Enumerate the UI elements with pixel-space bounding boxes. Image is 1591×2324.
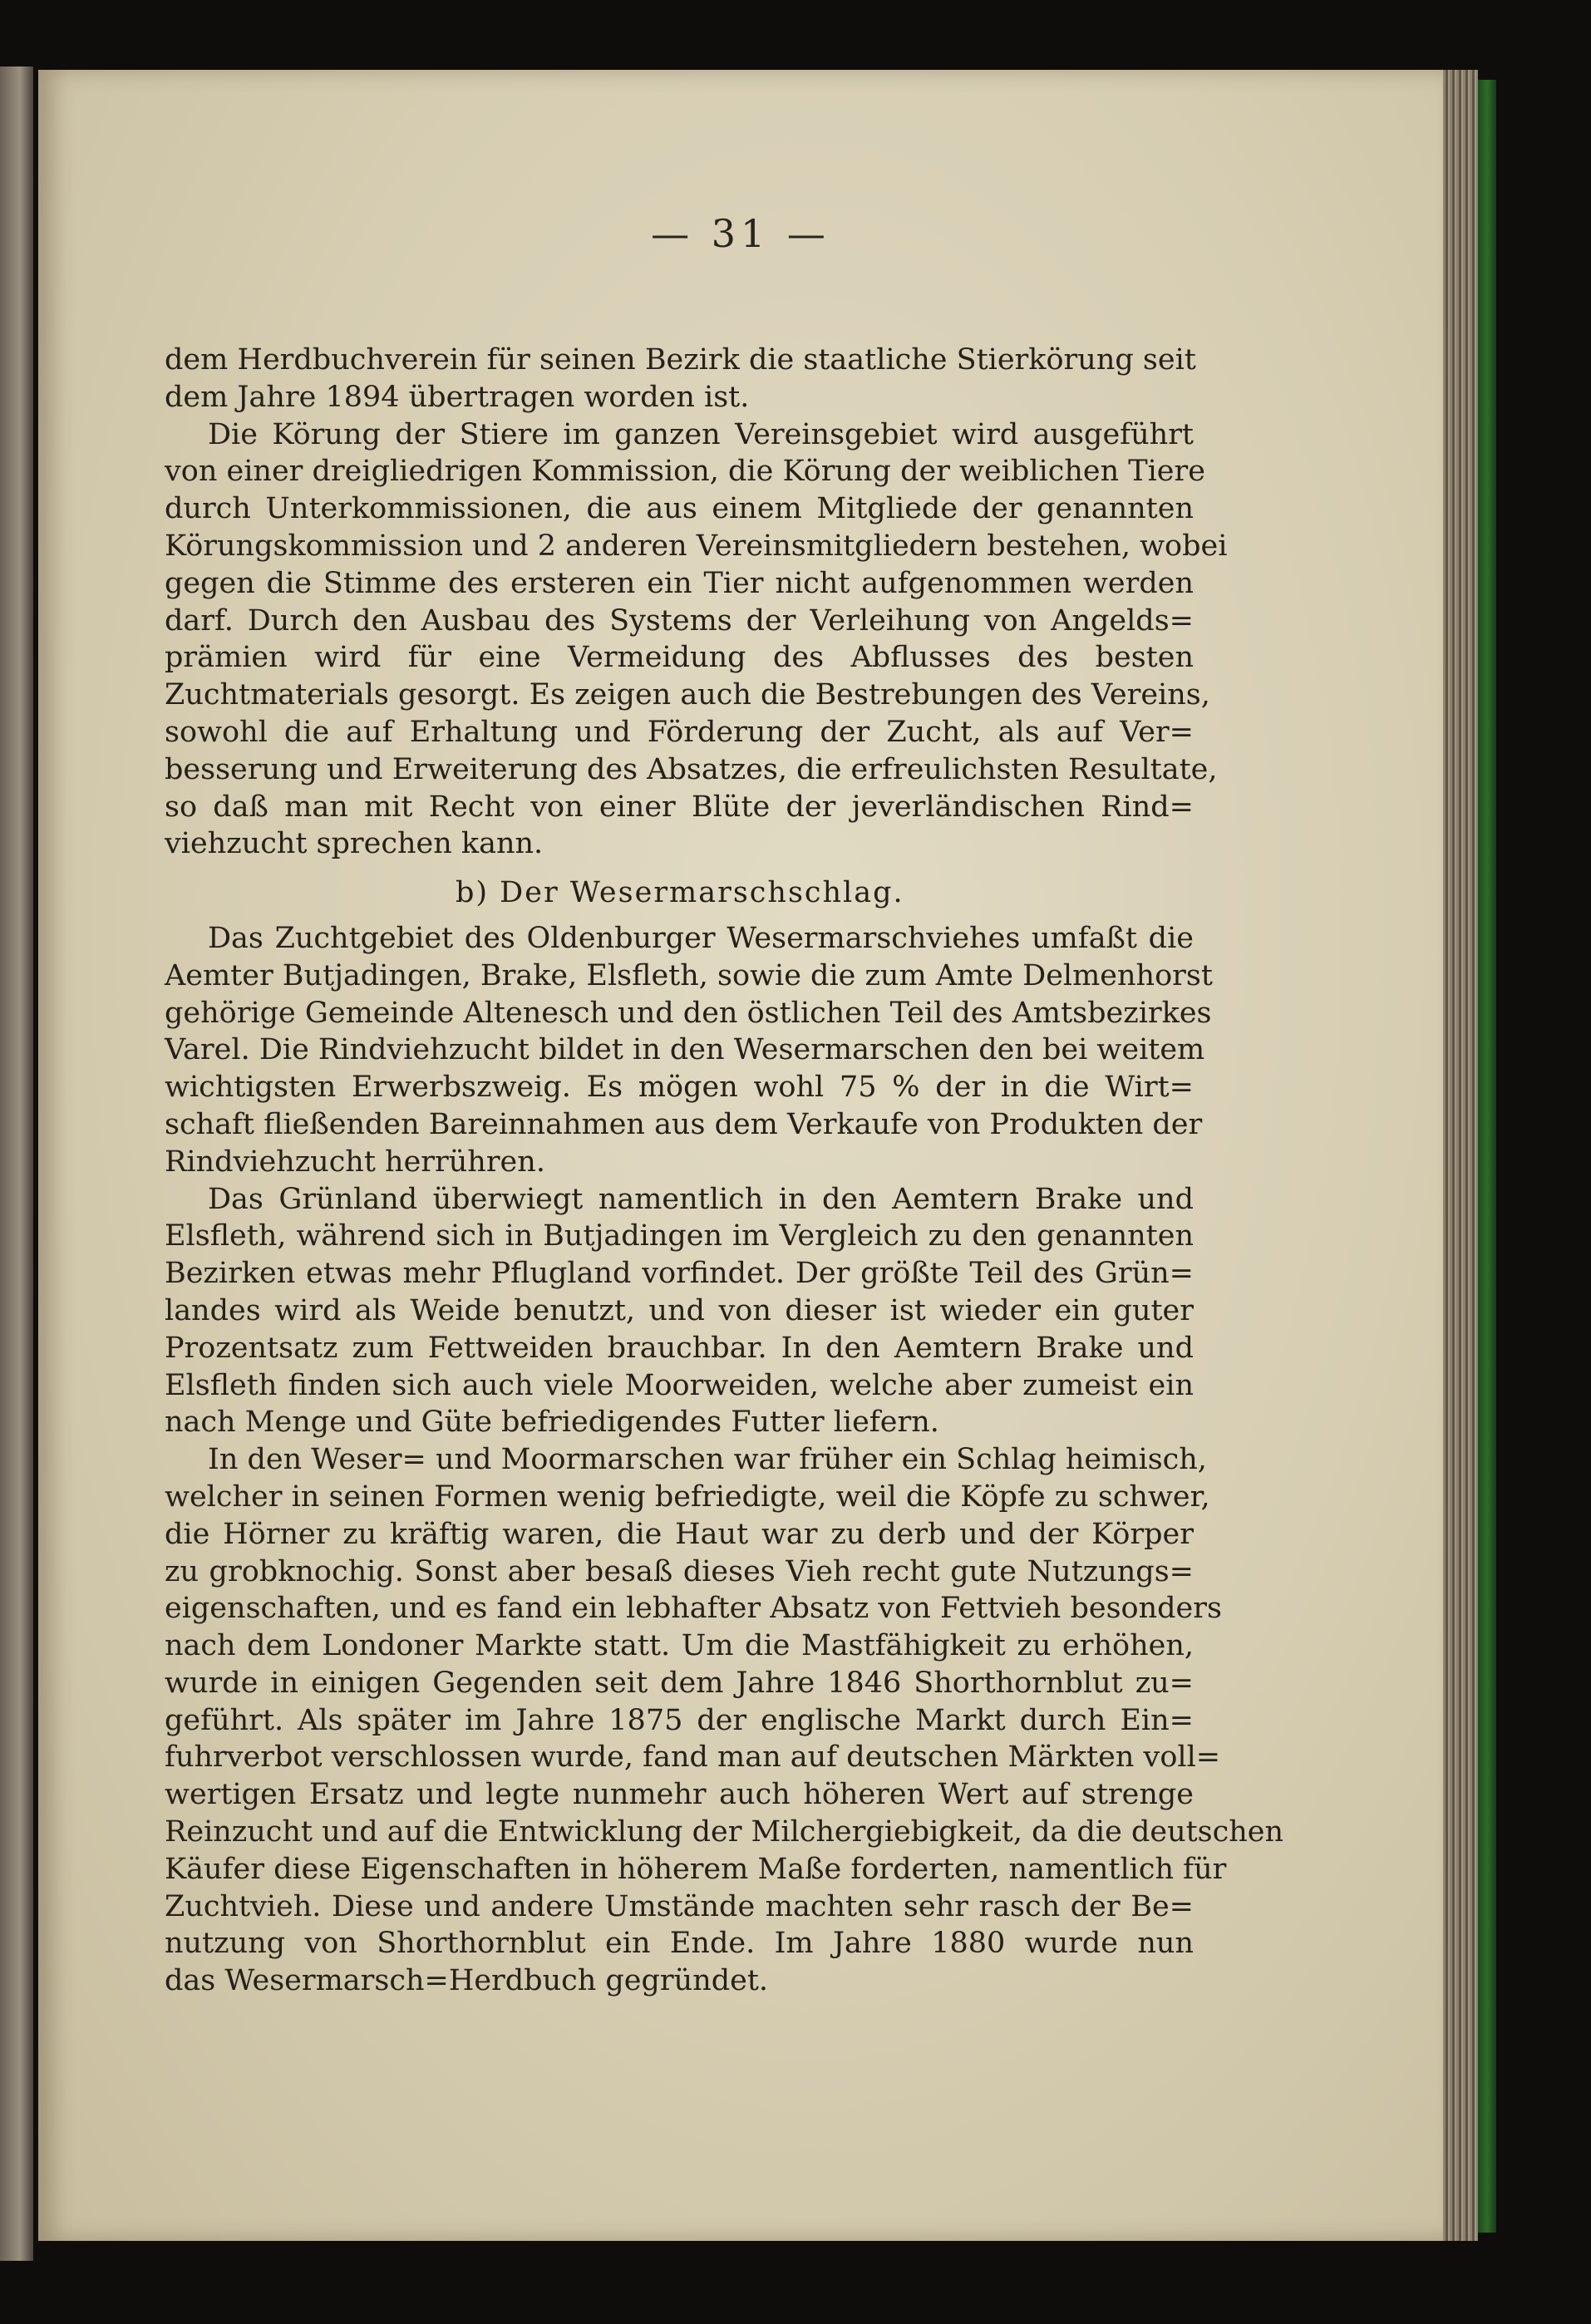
text-line: Das Zuchtgebiet des Oldenburger Wesermarschviehes umfaßt die	[208, 921, 1194, 955]
paragraph-5	[165, 1441, 1284, 2000]
text-line: Aemter Butjadingen, Brake, Elsfleth, sowie die zum Amte Delmenhorst	[165, 958, 1213, 992]
adjacent-page-edge	[0, 66, 33, 2261]
text-line: dem Jahre 1894 übertragen worden ist.	[165, 380, 750, 414]
text-line: so daß man mit Recht von einer Blüte der jeverländischen Rind=	[165, 790, 1194, 824]
paragraph-3	[165, 920, 1213, 1181]
text-line: das Wesermarsch=Herdbuch gegründet.	[165, 1964, 769, 1998]
text-line: Zuchtmaterials gesorgt. Es zeigen auch die Bestrebungen des Vereins,	[165, 678, 1210, 712]
page-body	[165, 342, 1284, 2000]
text-line: wurde in einigen Gegenden seit dem Jahre 1846 Shorthornblut zu=	[165, 1666, 1194, 1700]
text-line: die Hörner zu kräftig waren, die Haut war zu derb und der Körper	[165, 1517, 1194, 1551]
text-line: nutzung von Shorthornblut ein Ende. Im Jahre 1880 wurde nun	[165, 1927, 1194, 1961]
text-line: Körungskommission und 2 anderen Vereinsmitgliedern bestehen, wobei	[165, 529, 1228, 563]
text-line: geführt. Als später im Jahre 1875 der englische Markt durch Ein=	[165, 1703, 1194, 1737]
text-line: Varel. Die Rindviehzucht bildet in den Wesermarschen den bei weitem	[165, 1033, 1205, 1067]
text-line: schaft fließenden Bareinnahmen aus dem Verkaufe von Produkten der	[165, 1107, 1203, 1141]
paragraph-1	[165, 342, 1194, 416]
text-line: Zuchtvieh. Diese und andere Umstände machten sehr rasch der Be=	[165, 1889, 1194, 1923]
text-line: nach dem Londoner Markte statt. Um die Mastfähigkeit zu erhöhen,	[165, 1629, 1194, 1663]
text-line: gegen die Stimme des ersteren ein Tier nicht aufgenommen werden	[165, 566, 1194, 600]
text-line: Die Körung der Stiere im ganzen Vereinsgebiet wird ausgeführt	[208, 417, 1194, 451]
text-line: durch Unterkommissionen, die aus einem Mitgliede der genannten	[165, 492, 1194, 526]
page-stack-edge	[1443, 70, 1478, 2241]
section-heading: b) Der Wesermarschschlag.	[456, 876, 904, 910]
text-line: Elsfleth, während sich in Butjadingen im Vergleich zu den genannten	[165, 1219, 1194, 1253]
text-line: Reinzucht und auf die Entwicklung der Milchergiebigkeit, da die deutschen	[165, 1815, 1284, 1849]
text-line: Elsfleth finden sich auch viele Moorweiden, welche aber zumeist ein	[165, 1368, 1194, 1402]
text-line: Bezirken etwas mehr Pflugland vorfindet. Der größte Teil des Grün=	[165, 1257, 1194, 1291]
text-line: landes wird als Weide benutzt, und von dieser ist wieder ein guter	[165, 1293, 1194, 1327]
text-line: nach Menge und Güte befriedigendes Futter liefern.	[165, 1406, 939, 1440]
text-line: fuhrverbot verschlossen wurde, fand man auf deutschen Märkten voll=	[165, 1741, 1221, 1775]
text-line: welcher in seinen Formen wenig befriedigte, weil die Köpfe zu schwer,	[165, 1480, 1210, 1514]
paragraph-4	[165, 1181, 1194, 1442]
text-line: darf. Durch den Ausbau des Systems der Verleihung von Angelds=	[165, 603, 1194, 638]
page-number: — 31 —	[651, 211, 830, 256]
text-line: von einer dreigliedrigen Kommission, die Körung der weiblichen Tiere	[165, 455, 1205, 489]
text-line: prämien wird für eine Vermeidung des Abflusses des besten	[165, 641, 1194, 675]
text-line: eigenschaften, und es fand ein lebhafter Absatz von Fettvieh besonders	[165, 1592, 1222, 1626]
text-line: viehzucht sprechen kann.	[165, 827, 544, 861]
text-line: Rindviehzucht herrühren.	[165, 1145, 545, 1179]
text-line: In den Weser= und Moormarschen war früher ein Schlag heimisch,	[208, 1443, 1207, 1477]
text-line: Käufer diese Eigenschaften in höherem Maße forderten, namentlich für	[165, 1852, 1227, 1886]
text-line: sowohl die auf Erhaltung und Förderung der Zucht, als auf Ver=	[165, 715, 1194, 749]
text-line: wichtigsten Erwerbszweig. Es mögen wohl 75 % der in die Wirt=	[165, 1071, 1194, 1105]
text-line: zu grobknochig. Sonst aber besaß dieses Vieh recht gute Nutzungs=	[165, 1554, 1194, 1588]
text-line: Das Grünland überwiegt namentlich in den Aemtern Brake und	[208, 1182, 1194, 1216]
text-line: wertigen Ersatz und legte nunmehr auch höheren Wert auf strenge	[165, 1778, 1194, 1812]
paragraph-2	[165, 416, 1228, 864]
book-page	[38, 70, 1443, 2241]
text-line: Prozentsatz zum Fettweiden brauchbar. In den Aemtern Brake und	[165, 1331, 1194, 1365]
book-spine	[1478, 80, 1496, 2233]
text-line: gehörige Gemeinde Altenesch und den östlichen Teil des Amtsbezirkes	[165, 996, 1212, 1030]
text-line: dem Herdbuchverein für seinen Bezirk die staatliche Stierkörung seit	[165, 343, 1196, 377]
text-line: besserung und Erweiterung des Absatzes, die erfreulichsten Resultate,	[165, 752, 1218, 786]
